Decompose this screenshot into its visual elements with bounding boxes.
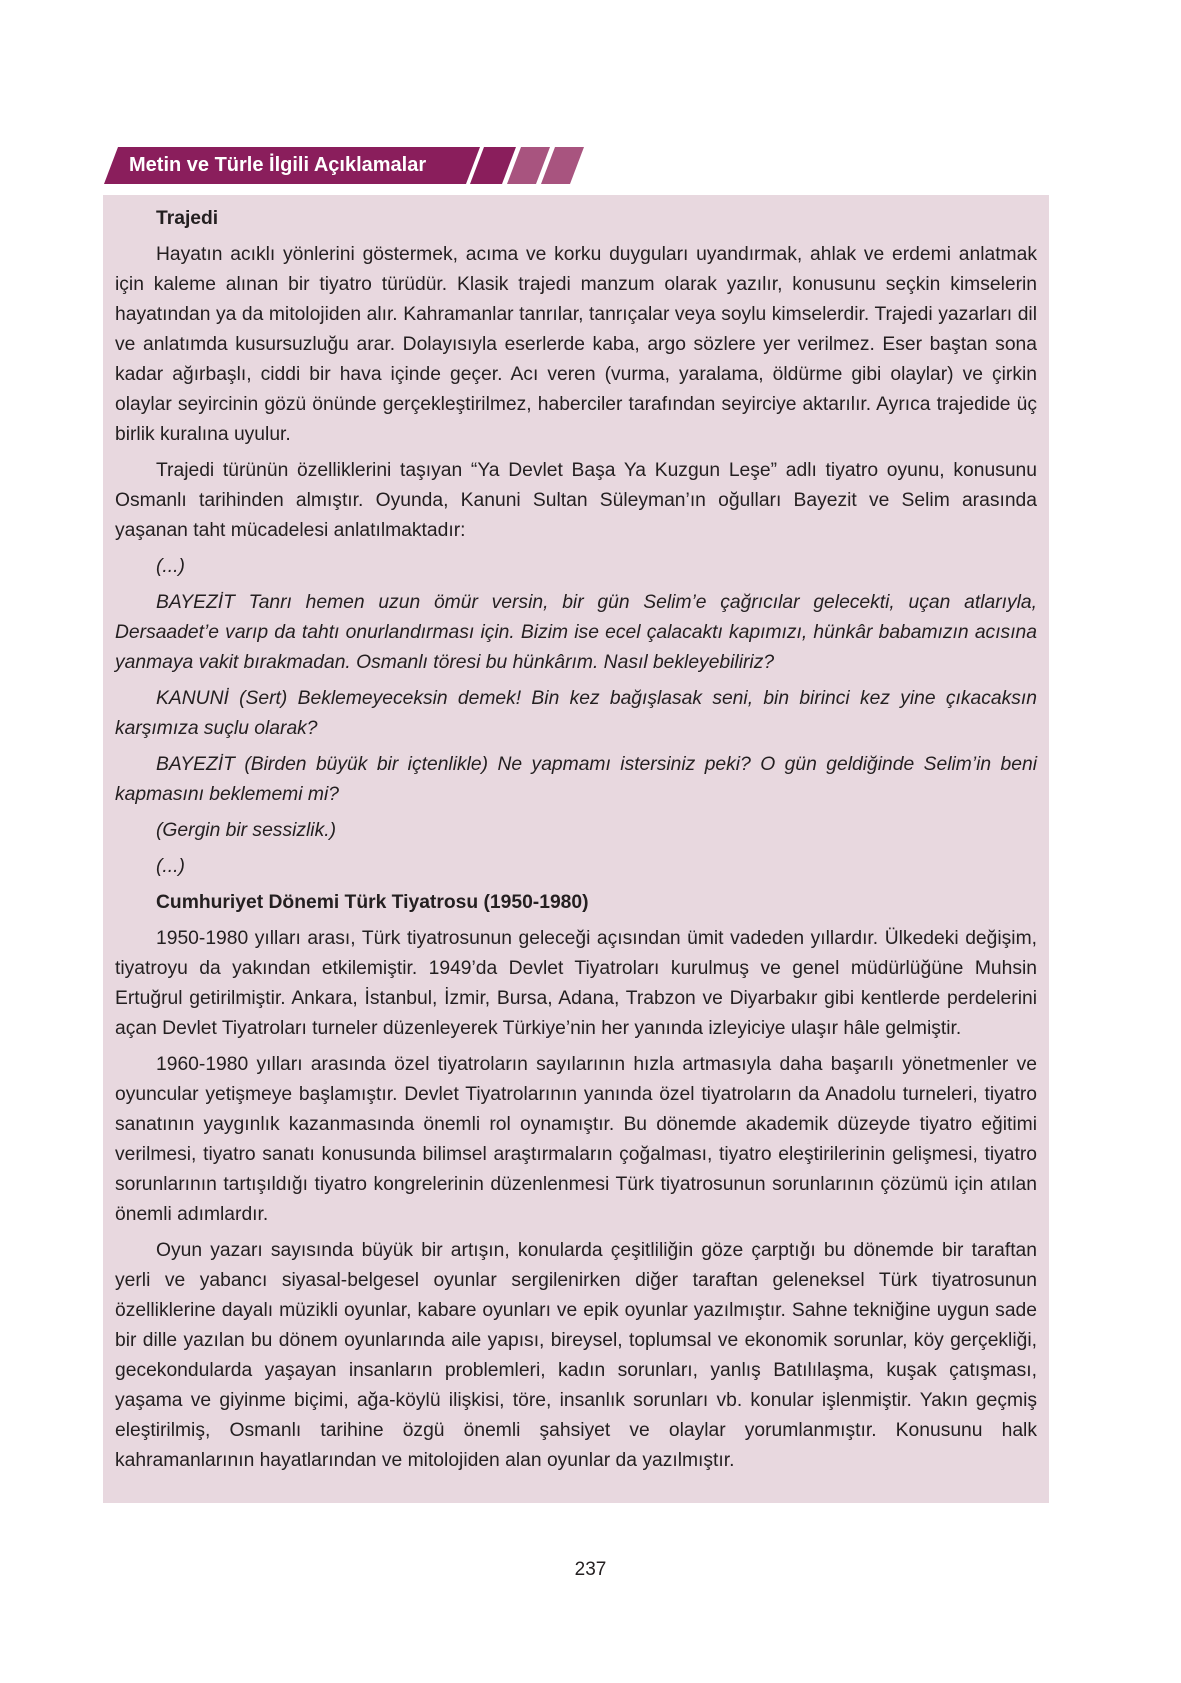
- page-number: 237: [574, 1559, 607, 1580]
- paragraph: Hayatın acıklı yönlerini göstermek, acıma ve korku duyguları uyandırmak, ahlak ve erdemi anlatmak için kaleme alınan bir tiyatro türüdür. Klasik trajedi manzum olarak yazılır, konusunu seçkin kimselerin hayatından ya da mitolojiden alır. Kahramanlar tanrılar, tanrıçalar veya soylu kimselerdir. Trajedi yazarları dil ve anlatımda kusursuzluğu arar. Dolayısıyla eserlerde kaba, argo sözlere yer verilmez. Eser baştan sona kadar ağırbaşlı, ciddi bir hava içinde geçer. Acı veren (vurma, yaralama, öldürme gibi olaylar) ve çirkin olaylar seyircinin gözü önünde gerçekleştirilmez, haberciler tarafından seyirciye aktarılır. Ayrıca trajedide üç birlik kuralına uyulur.: [115, 244, 1037, 445]
- dialogue-line: KANUNİ (Sert) Beklemeyeceksin demek! Bin kez bağışlasak seni, bin birinci kez yine çıkacaksın karşımıza suçlu olarak?: [115, 688, 1037, 739]
- dialogue-line: BAYEZİT Tanrı hemen uzun ömür versin, bir gün Selim’e çağrıcılar gelecekti, uçan atlarıyla, Dersaadet’e varıp da tahtı onurlandırması için. Bizim ise ecel çalacaktı kapımızı, hünkâr babamızın acısına yanmaya vakit bırakmadan. Osmanlı töresi bu hünkârım. Nasıl bekleyebiliriz?: [115, 592, 1037, 673]
- banner-title: Metin ve Türle İlgili Açıklamalar: [129, 154, 427, 176]
- section-banner: [104, 147, 594, 184]
- ellipsis-line: (...): [156, 556, 185, 577]
- heading-trajedi: Trajedi: [156, 208, 219, 229]
- ellipsis-line: (...): [156, 856, 185, 877]
- paragraph: Oyun yazarı sayısında büyük bir artışın, konularda çeşitliliğin göze çarptığı bu dönemde bir taraftan yerli ve yabancı siyasal-belgesel oyunlar sergilenirken diğer taraftan geleneksel Türk tiyatrosunun özelliklerine dayalı müzikli oyunlar, kabare oyunları ve epik oyunlar yazılmıştır. Sahne tekniğine uygun sade bir dille yazılan bu dönem oyunlarında aile yapısı, bireysel, toplumsal ve ekonomik sorunlar, köy gerçekliği, gecekondularda yaşayan insanların problemleri, kadın sorunları, yanlış Batılılaşma, kuşak çatışması, yaşama ve giyinme biçimi, ağa-köylü ilişkisi, töre, insanlık sorunları vb. konular işlenmiştir. Yakın geçmiş eleştirilmiş, Osmanlı tarihine özgü önemli şahsiyet ve olaylar yorumlanmıştır. Konusunu halk kahramanlarının hayatlarından ve mitolojiden alan oyunlar da yazılmıştır.: [115, 1240, 1037, 1471]
- stage-direction: (Gergin bir sessizlik.): [156, 820, 336, 841]
- paragraph: Trajedi türünün özelliklerini taşıyan “Ya Devlet Başa Ya Kuzgun Leşe” adlı tiyatro oyunu, konusunu Osmanlı tarihinden almıştır. Oyunda, Kanuni Sultan Süleyman’ın oğulları Bayezit ve Selim arasında yaşanan taht mücadelesi anlatılmaktadır:: [115, 460, 1037, 541]
- heading-cumhuriyet-tiyatrosu: Cumhuriyet Dönemi Türk Tiyatrosu (1950-1980): [156, 892, 589, 913]
- paragraph: 1960-1980 yılları arasında özel tiyatroların sayılarının hızla artmasıyla daha başarılı yönetmenler ve oyuncular yetişmeye başlamıştır. Devlet Tiyatrolarının yanında özel tiyatroların da Anadolu turneleri, tiyatro sanatının yaygınlık kazanmasında önemli rol oynamıştır. Bu dönemde akademik düzeyde tiyatro eğitimi verilmesi, tiyatro sanatı konusunda bilimsel araştırmaların çoğalması, tiyatro eleştirilerinin gelişmesi, tiyatro sorunlarının tartışıldığı tiyatro kongrelerinin düzenlenmesi Türk tiyatrosunun sorunlarının çözümü için atılan önemli adımlardır.: [115, 1054, 1037, 1225]
- dialogue-line: BAYEZİT (Birden büyük bir içtenlikle) Ne yapmamı istersiniz peki? O gün geldiğinde Selim’in beni kapmasını beklememi mi?: [115, 754, 1037, 805]
- paragraph: 1950-1980 yılları arası, Türk tiyatrosunun geleceği açısından ümit vadeden yıllardır. Ülkedeki değişim, tiyatroyu da yakından etkilemiştir. 1949’da Devlet Tiyatroları kurulmuş ve genel müdürlüğüne Muhsin Ertuğrul getirilmiştir. Ankara, İstanbul, İzmir, Bursa, Adana, Trabzon ve Diyarbakır gibi kentlerde perdelerini açan Devlet Tiyatroları turneler düzenleyerek Türkiye’nin her yanında izleyiciye ulaşır hâle gelmiştir.: [115, 928, 1037, 1039]
- content-box: [103, 195, 1049, 1503]
